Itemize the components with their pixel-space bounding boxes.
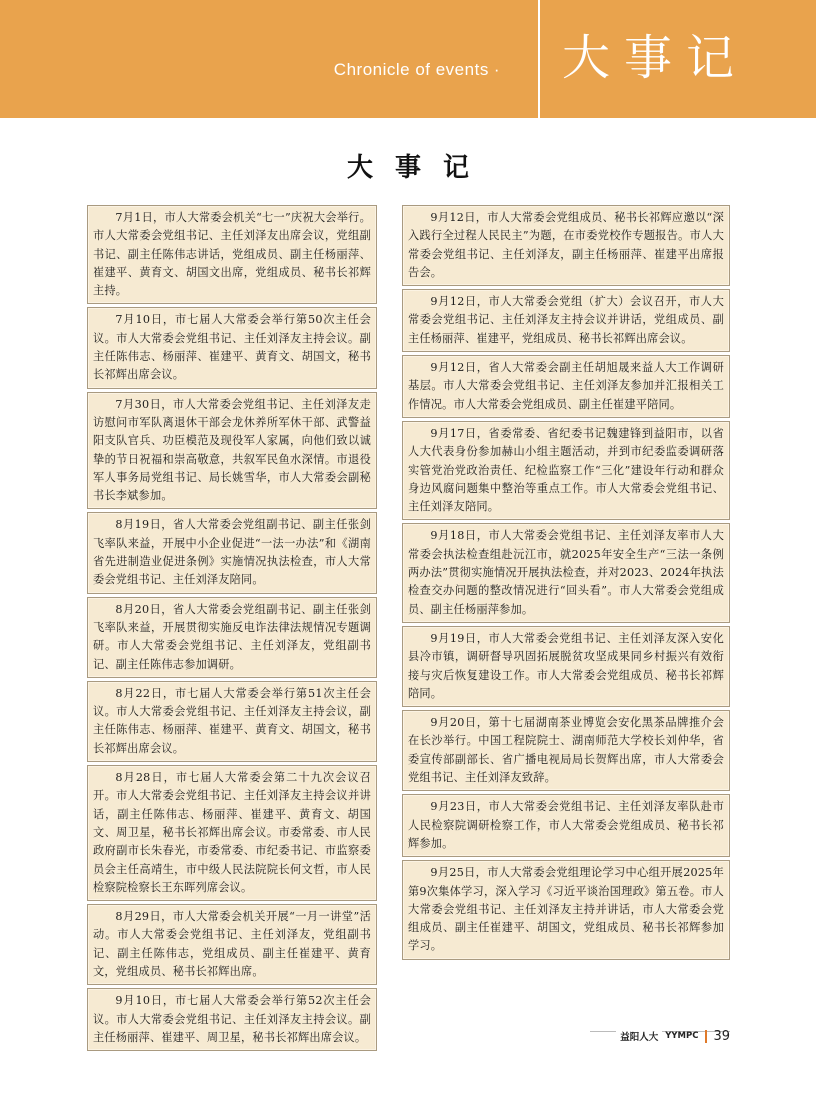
page-title: 大事记 <box>346 153 491 183</box>
english-title-text: Chronicle of events <box>333 60 489 79</box>
header-banner <box>0 0 816 118</box>
event-entry: 7月30日，市人大常委会党组书记、主任刘泽友走访慰问市军队离退休干部会龙休养所军休干部、武警益阳支队官兵、功臣模范及现役军人家属，向他们致以诚挚的节日祝福和崇高敬意，共叙军民鱼水深情。市退役军人事务局党组书记、局长姚雪华，市人大常委会副秘书长李斌参加。 <box>87 392 377 510</box>
event-entry: 8月29日，市人大常委会机关开展“一月一讲堂”活动。市人大常委会党组书记、主任刘泽友，党组副书记、副主任陈伟志，党组成员、副主任崔建平、黄育文，党组成员、秘书长祁辉出席。 <box>87 904 377 985</box>
chinese-section-title: 大事记 <box>562 30 749 86</box>
magazine-code: YYMPC <box>665 1031 699 1041</box>
left-column <box>87 205 377 1051</box>
event-entry: 9月12日，市人大常委会党组（扩大）会议召开，市人大常委会党组书记、主任刘泽友主持会议并讲话，党组成员、副主任杨丽萍、崔建平，党组成员、秘书长祁辉出席会议。 <box>402 289 730 352</box>
english-title-dot: · <box>493 60 500 79</box>
event-entry: 9月12日，市人大常委会党组成员、秘书长祁辉应邀以“深入践行全过程人民民主”为题，在市委党校作专题报告。市人大常委会党组书记、主任刘泽友，副主任杨丽萍、崔建平出席报告会。 <box>402 205 730 286</box>
event-entry: 8月20日，省人大常委会党组副书记、副主任张剑飞率队来益，开展贯彻实施反电诈法律法规情况专题调研。市人大常委会党组书记、主任刘泽友，党组副书记、副主任陈伟志参加调研。 <box>87 597 377 678</box>
event-entry: 9月23日，市人大常委会党组书记、主任刘泽友率队赴市人民检察院调研检察工作，市人大常委会党组成员、秘书长祁辉参加。 <box>402 794 730 857</box>
banner-divider <box>538 0 540 118</box>
event-entry: 9月12日，省人大常委会副主任胡旭晟来益人大工作调研基层。市人大常委会党组书记、主任刘泽友参加并汇报相关工作情况。市人大常委会党组成员、副主任崔建平陪同。 <box>402 355 730 418</box>
english-section-title <box>334 60 500 80</box>
event-entry: 9月19日，市人大常委会党组书记、主任刘泽友深入安化县冷市镇，调研督导巩固拓展脱贫攻坚成果同乡村振兴有效衔接与灾后恢复建设工作。市人大常委会党组成员、秘书长祁辉陪同。 <box>402 626 730 707</box>
event-entry: 8月22日，市七届人大常委会举行第51次主任会议。市人大常委会党组书记、主任刘泽友主持会议，副主任陈伟志、杨丽萍、崔建平、黄育文、胡国文，秘书长祁辉出席会议。 <box>87 681 377 762</box>
page-footer <box>590 1027 730 1045</box>
event-entry: 7月10日，市七届人大常委会举行第50次主任会议。市人大常委会党组书记、主任刘泽友主持会议。副主任陈伟志、杨丽萍、崔建平、黄育文、胡国文，秘书长祁辉出席会议。 <box>87 307 377 388</box>
page-number: 39 <box>713 1028 730 1044</box>
event-entry: 9月10日，市七届人大常委会举行第52次主任会议。市人大常委会党组书记、主任刘泽友主持会议。副主任杨丽萍、崔建平、周卫星，秘书长祁辉出席会议。 <box>87 988 377 1051</box>
footer-accent-bar <box>705 1030 707 1043</box>
event-entry: 9月25日，市人大常委会党组理论学习中心组开展2025年第9次集体学习，深入学习《习近平谈治国理政》第五卷。市人大常委会党组书记、主任刘泽友主持并讲话，市人大常委会党组成员、副主任崔建平、胡国文，党组成员、秘书长祁辉参加学习。 <box>402 860 730 959</box>
event-entry: 8月19日，省人大常委会党组副书记、副主任张剑飞率队来益，开展中小企业促进“一法一办法”和《湖南省先进制造业促进条例》实施情况执法检查，市人大常委会党组书记、主任刘泽友陪同。 <box>87 512 377 593</box>
event-entry: 9月20日，第十七届湖南茶业博览会安化黑茶品牌推介会在长沙举行。中国工程院院士、湖南师范大学校长刘仲华，省委宣传部副部长、省广播电视局局长贺辉出席，市人大常委会党组书记、主任刘泽友致辞。 <box>402 710 730 791</box>
event-entry: 9月17日，省委常委、省纪委书记魏建锋到益阳市，以省人大代表身份参加赫山小组主题活动，并到市纪委监委调研落实管党治党政治责任、纪检监察工作“三化”建设年行动和群众身边风腐问题集中整治等重点工作。市人大常委会党组书记、主任刘泽友陪同。 <box>402 421 730 520</box>
magazine-name: 益阳人大 <box>616 1029 662 1043</box>
right-column <box>402 205 730 960</box>
event-entry: 9月18日，市人大常委会党组书记、主任刘泽友率市人大常委会执法检查组赴沅江市，就2025年安全生产“三法一条例两办法”贯彻实施情况开展执法检查，并对2023、2024年执法检查交办问题的整改情况进行“回头看”。市人大常委会党组成员、副主任杨丽萍参加。 <box>402 523 730 622</box>
event-entry: 8月28日，市七届人大常委会第二十九次会议召开。市人大常委会党组书记、主任刘泽友主持会议并讲话，副主任陈伟志、杨丽萍、崔建平、黄育文、胡国文、周卫星，秘书长祁辉出席会议。市委常委、市人民政府副市长朱春光，市委常委、市纪委书记、市监察委员会主任高靖生，市中级人民法院院长何文哲，市人民检察院检察长王东晖列席会议。 <box>87 765 377 901</box>
event-entry: 7月1日，市人大常委会机关“七一”庆祝大会举行。市人大常委会党组书记、主任刘泽友出席会议，党组副书记、副主任陈伟志讲话，党组成员、副主任杨丽萍、崔建平、黄育文、胡国文出席，党组成员、秘书长祁辉主持。 <box>87 205 377 304</box>
